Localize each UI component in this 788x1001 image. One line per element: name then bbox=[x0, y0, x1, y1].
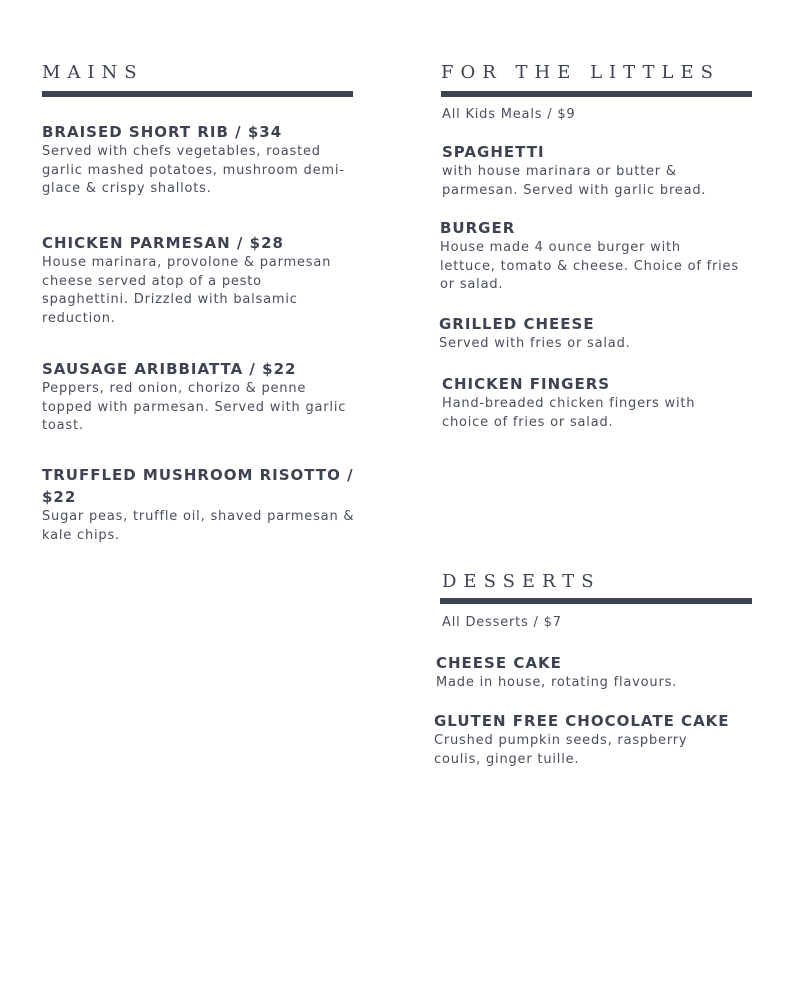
item-name: TRUFFLED MUSHROOM RISOTTO / $22 bbox=[42, 466, 354, 506]
item-description: Served with chefs vegetables, roasted garlic mashed potatoes, mushroom demi-glace & crispy shallots. bbox=[42, 144, 345, 196]
item-name: BURGER bbox=[440, 219, 516, 237]
item-name: SPAGHETTI bbox=[442, 143, 545, 161]
item-description: Served with fries or salad. bbox=[439, 336, 631, 351]
item-description: Sugar peas, truffle oil, shaved parmesan & kale chips. bbox=[42, 509, 355, 543]
menu-item bbox=[440, 217, 740, 295]
item-name: GRILLED CHEESE bbox=[439, 315, 595, 333]
desserts-divider bbox=[440, 598, 752, 604]
desserts-price-note: All Desserts / $7 bbox=[442, 615, 562, 630]
menu-item bbox=[42, 121, 352, 199]
littles-title: FOR THE LITTLES bbox=[441, 62, 720, 83]
desserts-title: DESSERTS bbox=[442, 571, 601, 592]
item-description: Hand-breaded chicken fingers with choice of fries or salad. bbox=[442, 396, 696, 430]
menu-item bbox=[42, 464, 357, 545]
item-description: Made in house, rotating flavours. bbox=[436, 675, 678, 690]
menu-item bbox=[442, 141, 742, 200]
menu-item bbox=[436, 652, 756, 693]
item-name: CHEESE CAKE bbox=[436, 654, 562, 672]
menu-item bbox=[42, 232, 352, 328]
item-description: Peppers, red onion, chorizo & penne topped with parmesan. Served with garlic toast. bbox=[42, 381, 347, 433]
menu-item bbox=[439, 313, 739, 354]
menu-item bbox=[442, 373, 742, 432]
item-name: SAUSAGE ARIBBIATTA / $22 bbox=[42, 360, 297, 378]
item-name: GLUTEN FREE CHOCOLATE CAKE bbox=[434, 712, 730, 730]
item-description: with house marinara or butter & parmesan. Served with garlic bread. bbox=[442, 164, 707, 198]
item-name: BRAISED SHORT RIB / $34 bbox=[42, 123, 283, 141]
littles-divider bbox=[441, 91, 752, 97]
menu-item bbox=[42, 358, 352, 436]
item-description: Crushed pumpkin seeds, raspberry coulis, ginger tuille. bbox=[434, 733, 688, 767]
item-name: CHICKEN FINGERS bbox=[442, 375, 611, 393]
item-description: House marinara, provolone & parmesan cheese served atop of a pesto spaghettini. Drizzled with balsamic reduction. bbox=[42, 255, 332, 326]
mains-title: MAINS bbox=[42, 62, 144, 83]
menu-item bbox=[434, 710, 730, 769]
item-description: House made 4 ounce burger with lettuce, tomato & cheese. Choice of fries or salad. bbox=[440, 240, 739, 292]
kids-meals-price-note: All Kids Meals / $9 bbox=[442, 107, 576, 122]
mains-divider bbox=[42, 91, 353, 97]
item-name: CHICKEN PARMESAN / $28 bbox=[42, 234, 284, 252]
